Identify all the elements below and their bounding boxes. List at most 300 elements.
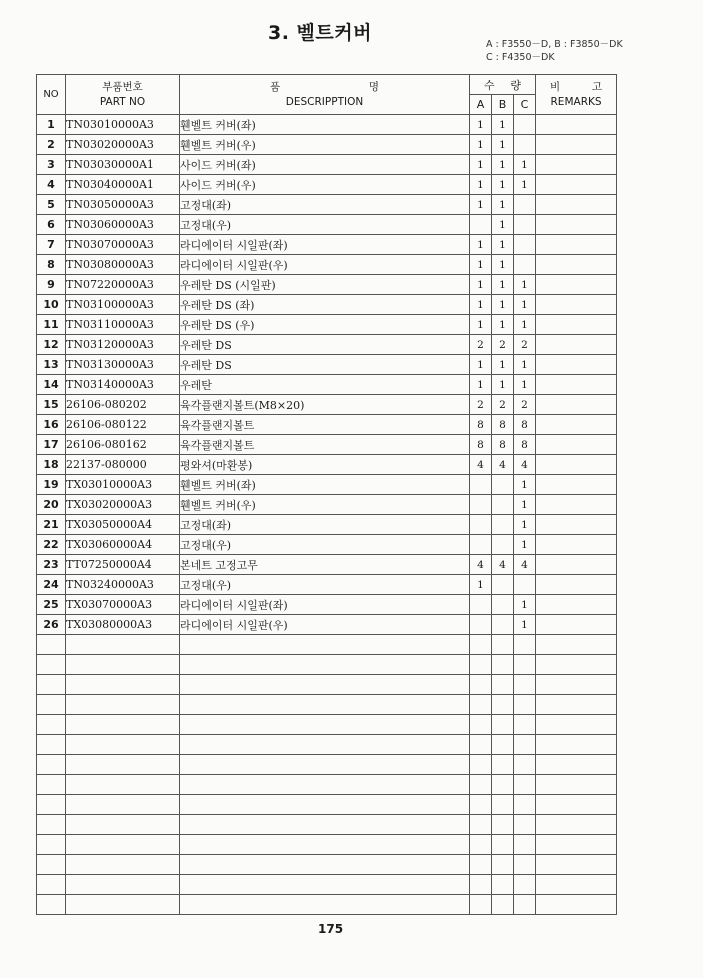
empty-cell — [470, 795, 492, 815]
page-number: 175 — [318, 922, 344, 936]
empty-cell — [37, 655, 66, 675]
empty-cell — [180, 675, 470, 695]
empty-cell — [180, 715, 470, 735]
empty-cell — [470, 735, 492, 755]
empty-cell — [514, 795, 536, 815]
empty-cell — [37, 775, 66, 795]
table-row — [37, 155, 617, 175]
empty-table-row — [37, 715, 617, 735]
empty-cell — [37, 635, 66, 655]
table-row — [37, 415, 617, 435]
row-number-cell: 26 — [37, 615, 66, 635]
row-number-cell: 23 — [37, 555, 66, 575]
remarks-cell — [536, 515, 617, 535]
empty-cell — [514, 815, 536, 835]
empty-cell — [514, 755, 536, 775]
header-remarks-ko-1: 비 — [550, 80, 561, 93]
empty-cell — [180, 835, 470, 855]
row-number-cell: 24 — [37, 575, 66, 595]
part-number-cell: TN03070000A3 — [66, 235, 180, 255]
remarks-cell — [536, 415, 617, 435]
qty-c-cell: 8 — [514, 435, 536, 455]
qty-c-cell: 1 — [514, 295, 536, 315]
row-number-cell: 9 — [37, 275, 66, 295]
empty-cell — [470, 815, 492, 835]
table-row — [37, 175, 617, 195]
qty-b-cell: 1 — [492, 255, 514, 275]
model-legend-line-1: A : F3550－D, B : F3850－DK — [486, 39, 623, 50]
qty-b-cell: 1 — [492, 315, 514, 335]
qty-c-cell — [514, 255, 536, 275]
qty-b-cell: 1 — [492, 175, 514, 195]
empty-cell — [180, 735, 470, 755]
empty-cell — [492, 835, 514, 855]
table-row — [37, 555, 617, 575]
empty-cell — [536, 735, 617, 755]
empty-cell — [536, 635, 617, 655]
header-quantity — [470, 75, 536, 95]
qty-a-cell: 1 — [470, 575, 492, 595]
header-remarks-en: REMARKS — [550, 95, 602, 108]
empty-cell — [492, 855, 514, 875]
empty-cell — [470, 835, 492, 855]
empty-cell — [37, 695, 66, 715]
remarks-cell — [536, 135, 617, 155]
part-number-cell: 26106-080162 — [66, 435, 180, 455]
table-row — [37, 295, 617, 315]
empty-cell — [514, 715, 536, 735]
empty-cell — [536, 795, 617, 815]
part-number-cell: TN03100000A3 — [66, 295, 180, 315]
empty-cell — [37, 755, 66, 775]
row-number-cell: 25 — [37, 595, 66, 615]
row-number-cell: 14 — [37, 375, 66, 395]
row-number-cell: 21 — [37, 515, 66, 535]
empty-cell — [492, 875, 514, 895]
header-col-a: A — [470, 95, 492, 115]
empty-cell — [180, 655, 470, 675]
part-number-cell: TX03060000A4 — [66, 535, 180, 555]
parts-table — [36, 74, 617, 915]
remarks-cell — [536, 335, 617, 355]
row-number-cell: 22 — [37, 535, 66, 555]
description-cell: 휀벨트 커버(우) — [180, 135, 470, 155]
empty-cell — [514, 695, 536, 715]
empty-cell — [492, 795, 514, 815]
empty-cell — [470, 695, 492, 715]
header-qty-ko-2: 량 — [510, 78, 522, 92]
empty-cell — [514, 895, 536, 915]
qty-c-cell — [514, 115, 536, 135]
empty-cell — [470, 855, 492, 875]
qty-b-cell: 1 — [492, 235, 514, 255]
qty-a-cell: 8 — [470, 415, 492, 435]
row-number-cell: 15 — [37, 395, 66, 415]
table-row — [37, 475, 617, 495]
part-number-cell: TN03240000A3 — [66, 575, 180, 595]
qty-a-cell: 8 — [470, 435, 492, 455]
qty-a-cell: 1 — [470, 235, 492, 255]
description-cell: 사이드 커버(우) — [180, 175, 470, 195]
header-part-no — [66, 75, 180, 115]
empty-table-row — [37, 695, 617, 715]
qty-c-cell: 1 — [514, 595, 536, 615]
part-number-cell: TX03080000A3 — [66, 615, 180, 635]
remarks-cell — [536, 215, 617, 235]
qty-c-cell: 1 — [514, 475, 536, 495]
qty-b-cell: 1 — [492, 155, 514, 175]
empty-cell — [37, 895, 66, 915]
empty-cell — [536, 755, 617, 775]
empty-cell — [37, 835, 66, 855]
empty-cell — [492, 715, 514, 735]
empty-cell — [470, 655, 492, 675]
empty-cell — [470, 775, 492, 795]
description-cell: 우레탄 — [180, 375, 470, 395]
qty-c-cell — [514, 135, 536, 155]
qty-a-cell: 1 — [470, 355, 492, 375]
qty-b-cell — [492, 615, 514, 635]
description-cell: 휀벨트 커버(좌) — [180, 115, 470, 135]
qty-c-cell: 1 — [514, 175, 536, 195]
remarks-cell — [536, 575, 617, 595]
remarks-cell — [536, 455, 617, 475]
remarks-cell — [536, 535, 617, 555]
empty-cell — [470, 875, 492, 895]
remarks-cell — [536, 615, 617, 635]
empty-cell — [536, 855, 617, 875]
qty-a-cell — [470, 475, 492, 495]
table-row — [37, 575, 617, 595]
row-number-cell: 2 — [37, 135, 66, 155]
remarks-cell — [536, 495, 617, 515]
qty-b-cell — [492, 595, 514, 615]
empty-cell — [492, 655, 514, 675]
header-col-b: B — [492, 95, 514, 115]
empty-cell — [66, 815, 180, 835]
empty-cell — [470, 635, 492, 655]
remarks-cell — [536, 395, 617, 415]
qty-b-cell: 1 — [492, 195, 514, 215]
table-row — [37, 335, 617, 355]
qty-b-cell: 2 — [492, 335, 514, 355]
empty-cell — [536, 775, 617, 795]
qty-c-cell — [514, 575, 536, 595]
empty-cell — [66, 675, 180, 695]
qty-b-cell: 8 — [492, 415, 514, 435]
row-number-cell: 20 — [37, 495, 66, 515]
row-number-cell: 17 — [37, 435, 66, 455]
table-row — [37, 595, 617, 615]
description-cell: 고정대(좌) — [180, 195, 470, 215]
qty-a-cell: 1 — [470, 295, 492, 315]
qty-c-cell: 1 — [514, 495, 536, 515]
qty-c-cell: 1 — [514, 275, 536, 295]
qty-c-cell: 1 — [514, 375, 536, 395]
table-row — [37, 615, 617, 635]
part-number-cell: TX03050000A4 — [66, 515, 180, 535]
empty-cell — [470, 715, 492, 735]
qty-b-cell: 1 — [492, 375, 514, 395]
empty-cell — [66, 715, 180, 735]
description-cell: 고정대(좌) — [180, 515, 470, 535]
qty-a-cell — [470, 515, 492, 535]
header-no: NO — [37, 75, 66, 115]
header-desc-ko-2: 명 — [368, 80, 379, 93]
qty-a-cell: 2 — [470, 395, 492, 415]
description-cell: 사이드 커버(좌) — [180, 155, 470, 175]
row-number-cell: 18 — [37, 455, 66, 475]
empty-cell — [66, 735, 180, 755]
table-row — [37, 395, 617, 415]
empty-cell — [66, 695, 180, 715]
empty-cell — [37, 735, 66, 755]
qty-c-cell: 1 — [514, 315, 536, 335]
qty-a-cell: 1 — [470, 155, 492, 175]
empty-cell — [492, 635, 514, 655]
row-number-cell: 10 — [37, 295, 66, 315]
description-cell: 우레탄 DS (좌) — [180, 295, 470, 315]
empty-cell — [66, 875, 180, 895]
qty-c-cell: 1 — [514, 355, 536, 375]
empty-cell — [66, 855, 180, 875]
qty-c-cell: 8 — [514, 415, 536, 435]
part-number-cell: TN03020000A3 — [66, 135, 180, 155]
row-number-cell: 12 — [37, 335, 66, 355]
description-cell: 휀벨트 커버(우) — [180, 495, 470, 515]
qty-a-cell: 2 — [470, 335, 492, 355]
qty-c-cell: 1 — [514, 155, 536, 175]
qty-b-cell: 2 — [492, 395, 514, 415]
table-row — [37, 515, 617, 535]
row-number-cell: 16 — [37, 415, 66, 435]
empty-cell — [492, 775, 514, 795]
row-number-cell: 7 — [37, 235, 66, 255]
table-row — [37, 255, 617, 275]
table-row — [37, 135, 617, 155]
qty-a-cell: 4 — [470, 555, 492, 575]
qty-c-cell: 1 — [514, 515, 536, 535]
empty-cell — [470, 675, 492, 695]
empty-cell — [37, 795, 66, 815]
empty-table-row — [37, 755, 617, 775]
qty-c-cell: 2 — [514, 335, 536, 355]
part-number-cell: 22137-080000 — [66, 455, 180, 475]
empty-cell — [180, 775, 470, 795]
empty-table-row — [37, 775, 617, 795]
empty-cell — [66, 835, 180, 855]
table-row — [37, 355, 617, 375]
empty-cell — [180, 795, 470, 815]
qty-c-cell: 1 — [514, 535, 536, 555]
empty-cell — [514, 635, 536, 655]
empty-cell — [180, 895, 470, 915]
description-cell: 고정대(우) — [180, 575, 470, 595]
empty-cell — [536, 895, 617, 915]
table-row — [37, 315, 617, 335]
remarks-cell — [536, 175, 617, 195]
remarks-cell — [536, 275, 617, 295]
qty-b-cell — [492, 535, 514, 555]
empty-cell — [470, 755, 492, 775]
part-number-cell: TX03010000A3 — [66, 475, 180, 495]
empty-cell — [536, 695, 617, 715]
table-row — [37, 115, 617, 135]
part-number-cell: TN07220000A3 — [66, 275, 180, 295]
empty-cell — [514, 655, 536, 675]
table-row — [37, 235, 617, 255]
empty-cell — [492, 695, 514, 715]
row-number-cell: 5 — [37, 195, 66, 215]
remarks-cell — [536, 295, 617, 315]
page-title: 3. 벨트커버 — [268, 22, 372, 44]
header-qty-ko-1: 수 — [484, 78, 495, 92]
empty-cell — [492, 895, 514, 915]
empty-table-row — [37, 835, 617, 855]
table-row — [37, 455, 617, 475]
row-number-cell: 11 — [37, 315, 66, 335]
description-cell: 고정대(우) — [180, 215, 470, 235]
part-number-cell: TN03110000A3 — [66, 315, 180, 335]
remarks-cell — [536, 315, 617, 335]
qty-c-cell — [514, 235, 536, 255]
empty-cell — [66, 635, 180, 655]
qty-a-cell — [470, 215, 492, 235]
empty-cell — [180, 695, 470, 715]
row-number-cell: 4 — [37, 175, 66, 195]
header-desc-ko-1: 품 — [270, 80, 281, 93]
part-number-cell: TN03120000A3 — [66, 335, 180, 355]
empty-cell — [536, 655, 617, 675]
empty-table-row — [37, 655, 617, 675]
qty-a-cell: 1 — [470, 175, 492, 195]
table-row — [37, 195, 617, 215]
part-number-cell: TX03070000A3 — [66, 595, 180, 615]
qty-a-cell: 4 — [470, 455, 492, 475]
remarks-cell — [536, 155, 617, 175]
remarks-cell — [536, 595, 617, 615]
remarks-cell — [536, 435, 617, 455]
part-number-cell: TN03050000A3 — [66, 195, 180, 215]
empty-cell — [180, 875, 470, 895]
empty-cell — [492, 755, 514, 775]
empty-table-row — [37, 855, 617, 875]
qty-b-cell — [492, 495, 514, 515]
remarks-cell — [536, 555, 617, 575]
header-col-c: C — [514, 95, 536, 115]
empty-cell — [514, 775, 536, 795]
description-cell: 평와셔(마환봉) — [180, 455, 470, 475]
empty-cell — [37, 815, 66, 835]
remarks-cell — [536, 115, 617, 135]
header-remarks-ko-2: 고 — [591, 80, 603, 93]
empty-cell — [514, 675, 536, 695]
qty-a-cell: 1 — [470, 275, 492, 295]
qty-a-cell: 1 — [470, 375, 492, 395]
empty-cell — [492, 735, 514, 755]
empty-table-row — [37, 875, 617, 895]
qty-b-cell: 1 — [492, 275, 514, 295]
description-cell: 휀벨트 커버(좌) — [180, 475, 470, 495]
qty-a-cell: 1 — [470, 255, 492, 275]
empty-cell — [66, 755, 180, 775]
empty-cell — [66, 795, 180, 815]
qty-a-cell — [470, 495, 492, 515]
part-number-cell: TN03040000A1 — [66, 175, 180, 195]
qty-b-cell: 1 — [492, 215, 514, 235]
empty-cell — [536, 715, 617, 735]
empty-table-row — [37, 675, 617, 695]
empty-cell — [536, 815, 617, 835]
table-row — [37, 215, 617, 235]
header-part-no-ko: 부품번호 — [102, 80, 143, 93]
description-cell: 라디에이터 시일판(좌) — [180, 235, 470, 255]
qty-b-cell — [492, 475, 514, 495]
qty-c-cell: 2 — [514, 395, 536, 415]
empty-cell — [37, 715, 66, 735]
empty-cell — [180, 855, 470, 875]
description-cell: 육각플랜지볼트(M8×20) — [180, 395, 470, 415]
remarks-cell — [536, 195, 617, 215]
table-row — [37, 495, 617, 515]
qty-a-cell: 1 — [470, 135, 492, 155]
description-cell: 라디에이터 시일판(좌) — [180, 595, 470, 615]
description-cell: 고정대(우) — [180, 535, 470, 555]
empty-cell — [180, 815, 470, 835]
row-number-cell: 13 — [37, 355, 66, 375]
row-number-cell: 19 — [37, 475, 66, 495]
model-legend — [486, 38, 623, 64]
description-cell: 본네트 고정고무 — [180, 555, 470, 575]
header-desc-en: DESCRIPPTION — [285, 95, 364, 108]
qty-b-cell — [492, 515, 514, 535]
qty-a-cell: 1 — [470, 315, 492, 335]
empty-table-row — [37, 895, 617, 915]
header-part-no-en: PART NO — [99, 95, 146, 108]
remarks-cell — [536, 235, 617, 255]
part-number-cell: TX03020000A3 — [66, 495, 180, 515]
empty-cell — [536, 875, 617, 895]
qty-a-cell: 1 — [470, 195, 492, 215]
description-cell: 라디에이터 시일판(우) — [180, 615, 470, 635]
empty-cell — [37, 675, 66, 695]
empty-cell — [180, 755, 470, 775]
header-description — [180, 75, 470, 115]
qty-c-cell: 1 — [514, 615, 536, 635]
remarks-cell — [536, 375, 617, 395]
part-number-cell: TN03060000A3 — [66, 215, 180, 235]
qty-a-cell — [470, 535, 492, 555]
empty-table-row — [37, 815, 617, 835]
empty-cell — [37, 855, 66, 875]
qty-b-cell: 1 — [492, 115, 514, 135]
part-number-cell: TN03140000A3 — [66, 375, 180, 395]
part-number-cell: TN03080000A3 — [66, 255, 180, 275]
description-cell: 육각플랜지볼트 — [180, 435, 470, 455]
empty-table-row — [37, 635, 617, 655]
empty-cell — [492, 815, 514, 835]
empty-cell — [536, 675, 617, 695]
description-cell: 우레탄 DS (우) — [180, 315, 470, 335]
qty-b-cell: 1 — [492, 355, 514, 375]
remarks-cell — [536, 475, 617, 495]
empty-cell — [470, 895, 492, 915]
description-cell: 육각플랜지볼트 — [180, 415, 470, 435]
qty-b-cell — [492, 575, 514, 595]
empty-table-row — [37, 795, 617, 815]
qty-c-cell — [514, 195, 536, 215]
part-number-cell: TN03030000A1 — [66, 155, 180, 175]
